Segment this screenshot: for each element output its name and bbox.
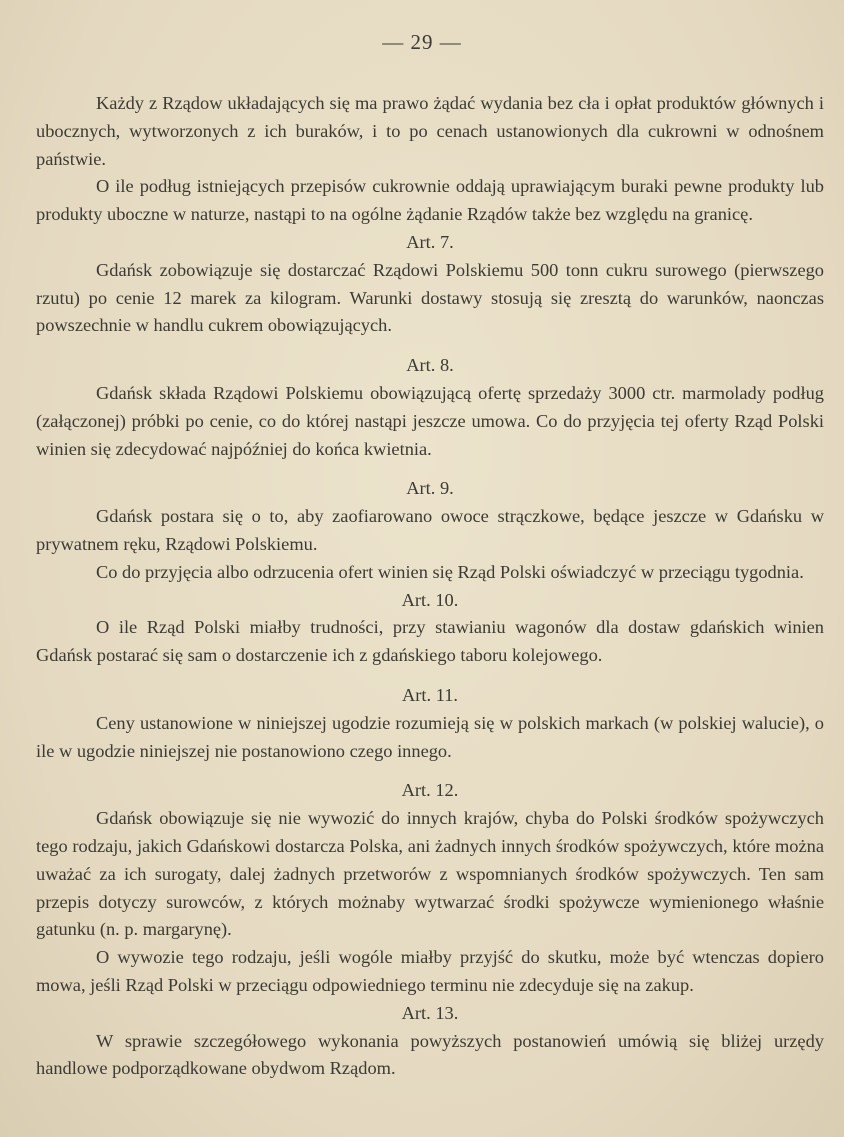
paragraph: Gdańsk składa Rządowi Polskiemu obowiązującą ofertę sprzedaży 3000 ctr. marmolady podług (załączonej) próbki po cenie, co do której nastąpi jeszcze umowa. Co do przyjęcia tej oferty Rząd Polski winien się zdecydować najpóźniej do końca kwietnia. [36, 382, 824, 459]
paragraph: Gdańsk zobowiązuje się dostarczać Rządowi Polskiemu 500 tonn cukru surowego (pierwszego rzutu) po cenie 12 marek za kilogram. Warunki dostawy stosują się zresztą do warunków, naonczas powszechnie w handlu cukrem obowiązujących. [36, 259, 824, 336]
paragraph: Gdańsk obowiązuje się nie wywozić do innych krajów, chyba do Polski środków spożywczych tego rodzaju, jakich Gdańskowi dostarcza Polska, ani żadnych innych środków spożywczych, które można uważać za ich surogaty, dalej żadnych przetworów z wspomnianych środków spożywczych. Ten sam przepis dotyczy surowców, z których możnaby wytwarzać środki spożywcze wymienionego właśnie gatunku (n. p. margarynę). [36, 808, 824, 940]
article-heading: Art. 8. [406, 355, 454, 376]
article-heading: Art. 10. [401, 589, 459, 610]
article-heading: Art. 7. [406, 231, 454, 252]
article-heading: Art. 11. [401, 684, 459, 705]
paragraph: Każdy z Rządow układających się ma prawo żądać wydania bez cła i opłat produktów głównych i ubocznych, wytworzonych z ich buraków, i to po cenach ustanowionych dla cukrowni w odnośnem państwie. [36, 93, 824, 169]
paragraph: Gdańsk postara się o to, aby zaofiarowano owoce strączkowe, będące jeszcze w Gdańsku w prywatnem ręku, Rządowi Polskiemu. [36, 506, 824, 554]
page-number: — 29 — [382, 30, 462, 54]
article-heading: Art. 13. [401, 1002, 459, 1023]
document-body [36, 90, 824, 1083]
paragraph: O wywozie tego rodzaju, jeśli wogóle miałby przyjść do skutku, może być wtenczas dopiero mowa, jeśli Rząd Polski w przeciągu odpowiedniego terminu nie zdecyduje się na zakup. [36, 947, 824, 995]
paragraph: Co do przyjęcia albo odrzucenia ofert winien się Rząd Polski oświadczyć w przeciągu tygodnia. [96, 561, 804, 582]
paragraph: Ceny ustanowione w niniejszej ugodzie rozumieją się w polskich markach (w polskiej walucie), o ile w ugodzie niniejszej nie postanowiono czego innego. [36, 712, 824, 761]
paragraph: O ile podług istniejących przepisów cukrownie oddają uprawiającym buraki pewne produkty lub produkty uboczne w naturze, nastąpi to na ogólne żądanie Rządów także bez względu na granicę. [36, 176, 824, 225]
article-heading: Art. 12. [401, 780, 459, 801]
paragraph: O ile Rząd Polski miałby trudności, przy stawianiu wagonów dla dostaw gdańskich winien Gdańsk postarać się sam o dostarczenie ich z gdańskiego taboru kolejowego. [36, 617, 824, 666]
paragraph: W sprawie szczegółowego wykonania powyższych postanowień umówią się bliżej urzędy handlowe podporządkowane obydwom Rządom. [36, 1030, 824, 1079]
article-heading: Art. 9. [406, 478, 454, 499]
